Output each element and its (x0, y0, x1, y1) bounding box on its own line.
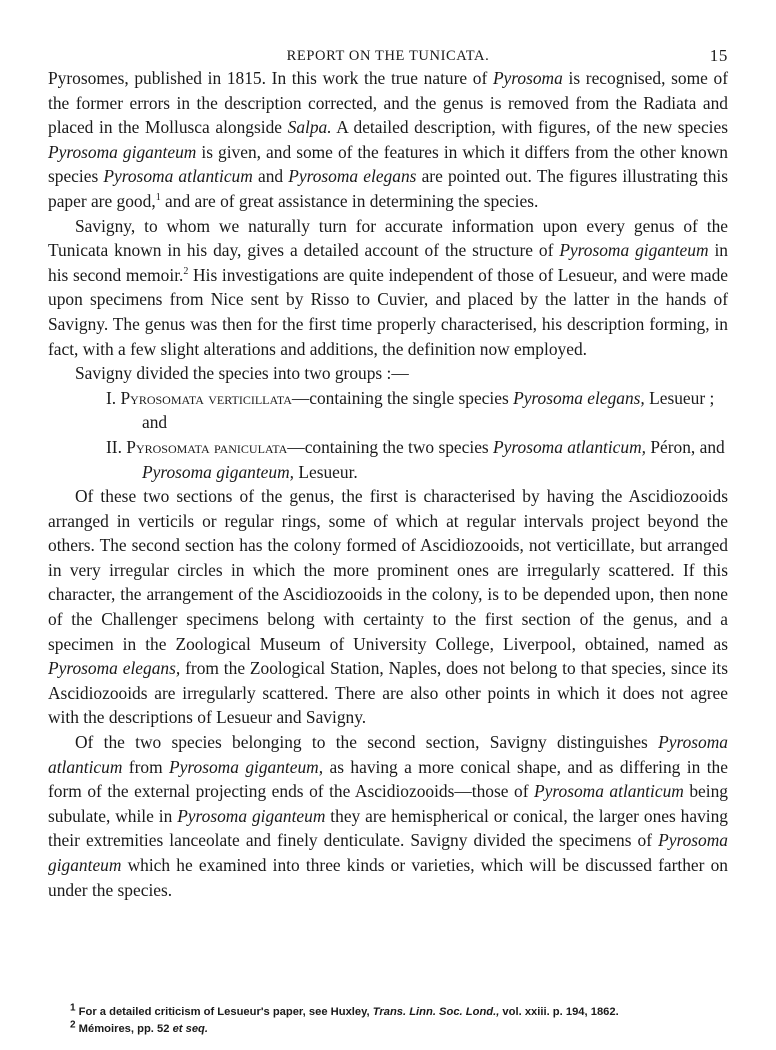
footnote-marker: 1 (70, 1002, 76, 1014)
italic-run: Pyrosoma elegans (288, 166, 417, 187)
text-run: I. (106, 387, 121, 408)
text-run: Lesueur. (294, 461, 358, 482)
smallcaps-run: Pyrosomata verticillata (120, 387, 292, 408)
paragraph-groups-intro (48, 361, 728, 386)
text-run: II. (106, 436, 127, 457)
text-run: For a detailed criticism of Lesueur's paper, see Huxley, (75, 1006, 373, 1018)
text-run: from the Zoological Station, Naples, does not belong to that species, since its Ascidiozooids are irregularly scattered. There are also other points in which it does not agree with the descriptions of Lesueur and Savigny. (48, 658, 729, 728)
italic-run: Pyrosoma giganteum (177, 805, 326, 826)
paragraph-savigny-memoir (48, 214, 728, 362)
text-run: and (252, 166, 289, 187)
page (48, 36, 728, 902)
text-run: Of these two sections of the genus, the first is characterised by having the Ascidiozooids arranged in verticils or regular rings, some of which at regular intervals project beyond the others. The second section has the colony formed of Ascidiozooids, not verticillate, but arranged in very irregular circles in which the more prominent ones are irregularly scattered. If this character, the arrangement of the Ascidiozooids in the colony, is to be depended upon, then none of the Challenger specimens belong with certainty to the first section of the genus, and a specimen in the Zoological Museum of University College, Liverpool, obtained, named as (48, 486, 728, 654)
italic-run: Salpa. (287, 117, 332, 138)
italic-run: Pyrosoma giganteum, (142, 461, 294, 482)
paragraph-continued (48, 66, 728, 214)
group-item-paniculata (48, 435, 728, 484)
italic-run: Pyrosoma giganteum (48, 830, 728, 875)
text-run: is recognised, some of the former errors in the description corrected, and the genus is removed from the Radiata and placed in the Mollusca alongside (48, 68, 728, 138)
italic-run: Pyrosoma atlanticum (48, 732, 728, 777)
text-run: being subulate, while in (48, 781, 728, 826)
text-run: —containing the two species (287, 436, 494, 457)
text-run: A detailed description, with figures, of the new species (331, 117, 728, 138)
italic-run: Pyrosoma atlanticum (534, 781, 684, 802)
footnote-marker: 1 (155, 192, 161, 204)
text-run: as having a more conical shape, and as differing in the form of the external projecting ends of the Ascidiozooids—those of (48, 756, 728, 802)
running-header (48, 36, 728, 66)
text-run: from (122, 756, 170, 777)
text-run: —containing the single species (291, 387, 514, 408)
page-number: 15 (709, 46, 728, 65)
footnote-2 (70, 1021, 720, 1038)
italic-run: Trans. Linn. Soc. Lond., (372, 1006, 500, 1018)
italic-run: Pyrosoma elegans, (48, 658, 181, 679)
italic-run: Pyrosoma atlanticum (103, 166, 253, 187)
italic-run: Pyrosoma atlanticum, (493, 436, 647, 457)
text-run: are pointed out. The figures illustrating this paper are good, (48, 166, 728, 211)
text-run: Savigny divided the species into two groups :— (75, 363, 409, 384)
italic-run: Pyrosoma giganteum, (169, 756, 324, 777)
footnote-marker: 2 (70, 1019, 76, 1031)
text-run: they are hemispherical or conical, the larger ones having their extremities lanceolate and finely denticulate. Savigny divided the specimens of (48, 805, 728, 851)
italic-run: Pyrosoma elegans, (513, 387, 645, 408)
smallcaps-run: Pyrosomata paniculata (126, 436, 288, 457)
text-run: vol. xxiii. p. 194, 1862. (499, 1006, 619, 1018)
italic-run: Pyrosoma giganteum (559, 240, 709, 261)
running-title: REPORT ON THE TUNICATA. (286, 48, 490, 64)
text-run: His investigations are quite independent of those of Lesueur, and were made upon specimens from Nice sent by Risso to Cuvier, and placed by the latter in the hands of Savigny. The genus was then for the first time properly characterised, his description forming, in fact, with a few slight alterations and additions, the definition now employed. (48, 264, 728, 359)
footnotes (70, 1004, 720, 1038)
text-run: and are of great assistance in determining the species. (160, 190, 539, 211)
footnote-marker: 2 (183, 265, 189, 277)
text-run: Pyrosomes, published in 1815. In this work the true nature of (48, 68, 493, 88)
italic-run: et seq. (172, 1023, 209, 1035)
text-run: Savigny, to whom we naturally turn for accurate information upon every genus of the Tunicata known in his day, gives a detailed account of the structure of (48, 215, 728, 261)
text-run: Péron, and (646, 436, 725, 457)
text-run: in his second memoir. (48, 240, 728, 285)
group-item-verticillata (48, 386, 728, 435)
italic-run: Pyrosoma (492, 68, 563, 88)
text-run: Lesueur ; and (142, 387, 715, 433)
footnote-1 (70, 1004, 720, 1021)
italic-run: Pyrosoma giganteum (48, 141, 197, 162)
paragraph-sections (48, 484, 728, 730)
text-run: Of the two species belonging to the second section, Savigny distinguishes (75, 732, 659, 753)
paragraph-species-distinction (48, 730, 728, 902)
text-run: which he examined into three kinds or varieties, which will be discussed farther on under the species. (48, 855, 728, 900)
text-run: is given, and some of the features in which it differs from the other known species (48, 141, 728, 187)
text-run: Mémoires, pp. 52 (75, 1023, 173, 1035)
